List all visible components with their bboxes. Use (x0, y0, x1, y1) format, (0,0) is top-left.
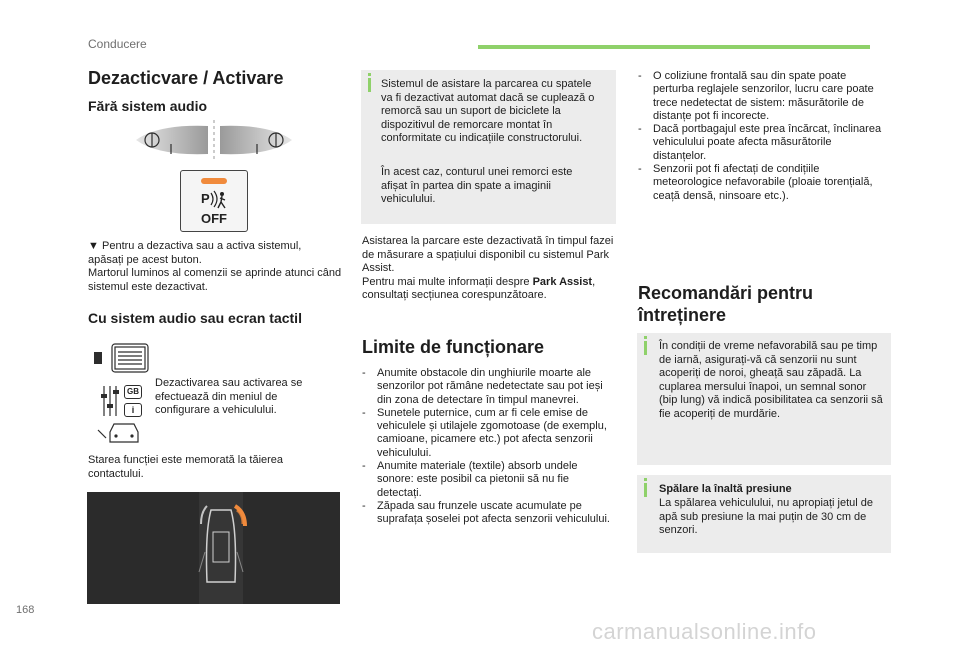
section-label: Conducere (88, 37, 147, 51)
language-icon: GB (124, 385, 142, 399)
limit-item: - Anumite materiale (textile) absorb undele sonore: este posibil ca pietonii să nu fie detectați. (362, 460, 614, 500)
info-box-trailer (361, 70, 616, 224)
issue-item: - Dacă portbagajul este prea încărcat, înclinarea vehiculului poate afecta măsurătorile distanțelor. (638, 123, 884, 163)
car-top-view-graphic (87, 492, 340, 604)
issue-item: - O coliziune frontală sau din spate poate perturba reglajele senzorilor, lucru care poate trece nedetectat de sistem: măsurătorile de distanțe pot fi incorecte. (638, 70, 884, 123)
info-marker-icon (644, 483, 647, 497)
memory-note: Starea funcției este memorată la tăierea contactului. (88, 454, 284, 480)
subtitle-touchscreen: Cu sistem audio sau ecran tactil (88, 310, 302, 326)
parking-sensor-icon (199, 189, 229, 211)
limits-list (362, 367, 614, 527)
subtitle-no-audio: Fără sistem audio (88, 98, 208, 114)
off-label: OFF (201, 211, 227, 226)
info-box-maintenance (637, 333, 891, 465)
issue-item: - Senzorii pot fi afectați de condițiile meteorologice nefavorabile (ploaie torențială, ceață densă, ninsoare etc.). (638, 163, 884, 203)
limit-item: - Zăpada sau frunzele uscate acumulate pe suprafața șoselei pot afecta senzorii vehiculului. (362, 500, 614, 527)
park-sensor-off-button[interactable] (180, 170, 248, 232)
info-marker-icon (368, 78, 371, 92)
page-title: Dezacticvare / Activare (88, 68, 284, 88)
section-bar (478, 45, 870, 49)
info-icon: i (124, 403, 142, 417)
menu-instruction: Dezactivarea sau activarea se efectuează din meniul de configurare a vehiculului. (155, 377, 303, 416)
sensor-zones-illustration (128, 118, 300, 162)
trailer-info-2: În acest caz, conturul unei remorci este afișat în partea din spate a imaginii vehiculului. (381, 166, 573, 205)
watermark: carmanualsonline.info (592, 619, 817, 644)
sensor-issues-list (638, 70, 884, 203)
svg-text:P: P (201, 191, 210, 206)
washing-title: Spălare la înaltă presiune (659, 483, 792, 495)
park-assist-note: Asistarea la parcare este dezactivată în timpul fazei de măsurare a spațiului disponibil cu sistemul Park Assist. Pentru mai multe informații despre Park Assist, consultați secțiunea corespunzătoare. (362, 235, 614, 301)
maintenance-title: Recomandări pentru întreținere (638, 283, 814, 325)
maintenance-text: În condiții de vreme nefavorabilă sau pe timp de iarnă, asigurați-vă că senzorii nu sunt acoperiți de noroi, gheață sau zăpadă. La cuplarea mersului înapoi, un semnal sonor (bip lung) vă indică posibilitatea ca senzorii să fie acoperiți de murdărie. (659, 340, 883, 420)
page-number: 168 (16, 604, 35, 616)
vehicle-settings-icons (94, 342, 152, 446)
lamp-note: Martorul luminos al comenzii se aprinde atunci când sistemul este dezactivat. (88, 267, 342, 293)
info-box-washing (637, 475, 891, 553)
limit-item: - Sunetele puternice, cum ar fi cele emise de vehiculele și utilajele zgomotoase (de exemplu, camioane, picamere etc.) pot afecta senzorii vehiculului. (362, 407, 614, 460)
washing-text: La spălarea vehiculului, nu apropiați jetul de apă sub presiune la mai puțin de 30 cm de senzori. (659, 497, 874, 536)
button-instruction: ▼︎ Pentru a dezactiva sau a activa sistemul, apăsați pe acest buton. (88, 240, 302, 266)
parking-display-image (87, 492, 340, 604)
indicator-lamp (201, 178, 227, 184)
limits-title: Limite de funcționare (362, 337, 545, 357)
trailer-info-1: Sistemul de asistare la parcarea cu spatele va fi dezactivat automat dacă se cuplează o remorcă sau un suport de biciclete la dispozitivul de remorcare montat în conformitate cu indicațiile constructorului. (381, 78, 595, 144)
limit-item: - Anumite obstacole din unghiurile moarte ale senzorilor pot rămâne nedetectate sau pot ieși din zona de detectare în timpul manevrei. (362, 367, 614, 407)
arrow-bullet-icon: ▼︎ (88, 240, 99, 252)
info-marker-icon (644, 341, 647, 355)
